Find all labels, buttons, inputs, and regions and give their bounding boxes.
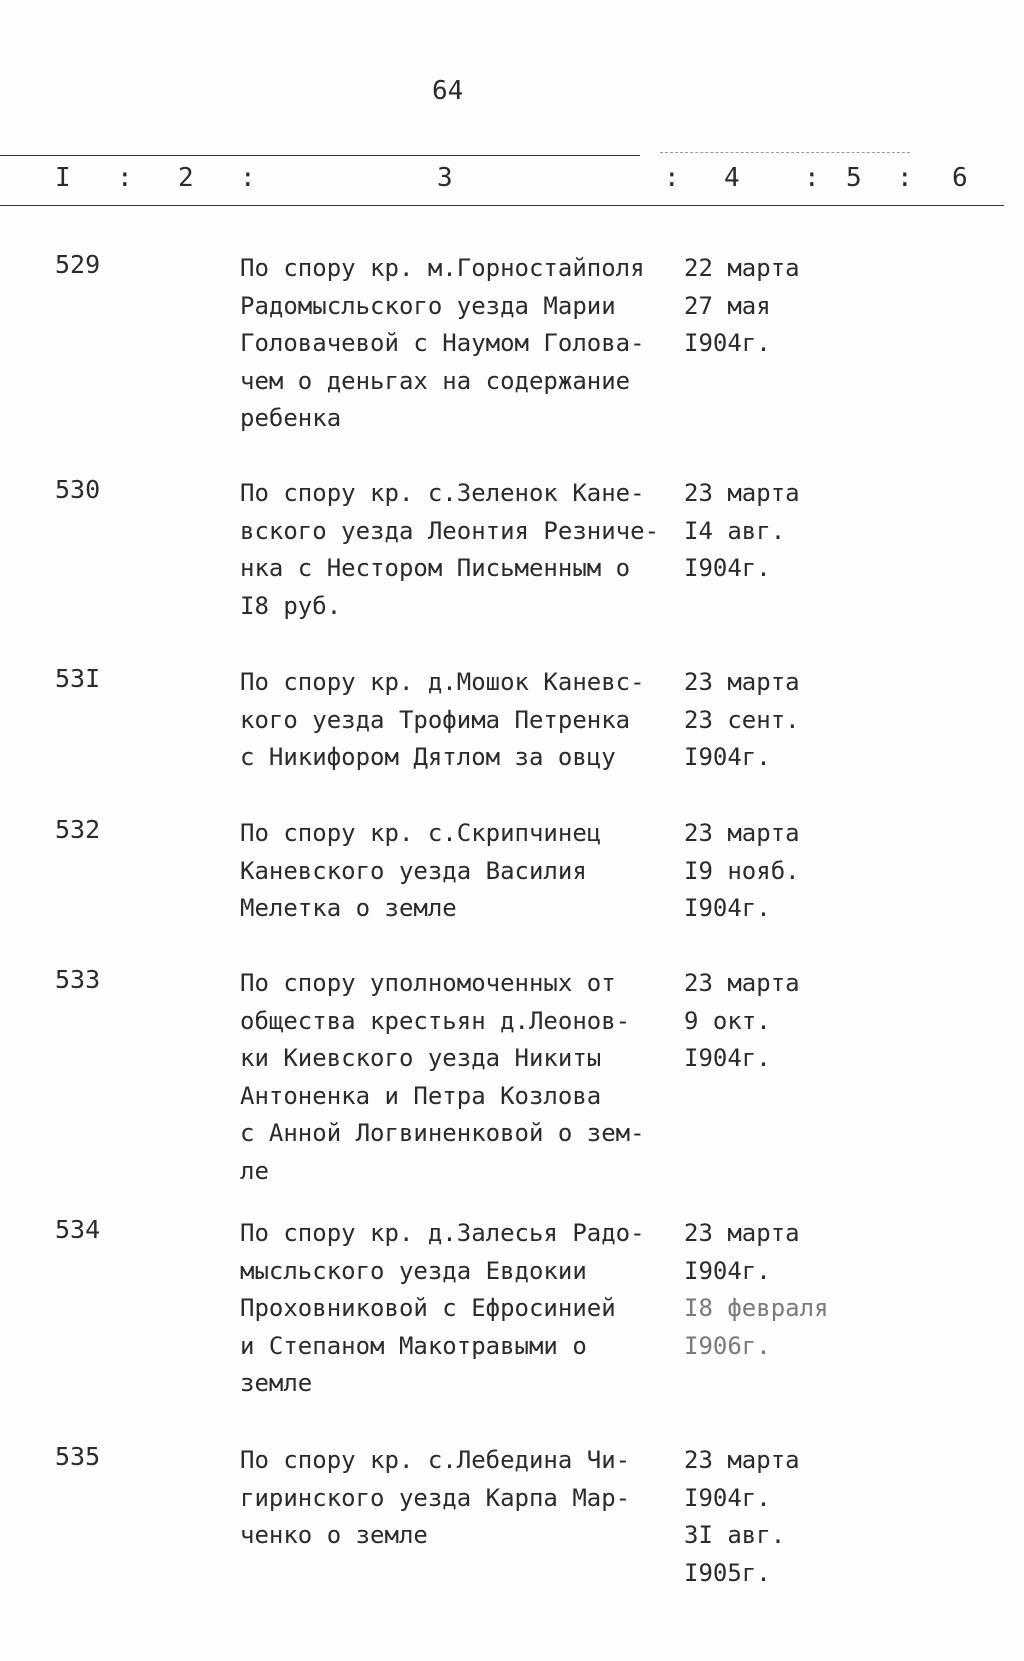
- entry-date-line: 23 марта: [684, 969, 800, 997]
- entry-text-line: гиринского уезда Карпа Мар-: [240, 1483, 631, 1512]
- page-number: 64: [432, 76, 464, 106]
- entry-dates: [684, 965, 854, 1078]
- column-header-3: 3: [437, 163, 453, 193]
- column-separator: :: [240, 163, 256, 193]
- column-header-6: 6: [952, 163, 968, 193]
- entry-date-line: 23 сент.: [684, 705, 800, 734]
- entry-text-line: мысльского уезда Евдокии: [240, 1256, 587, 1285]
- entry-text-line: По спору кр. д.Залесья Радо-: [240, 1219, 645, 1247]
- entry-text-line: По спору кр. с.Скрипчинец: [240, 819, 602, 847]
- column-separator: :: [804, 163, 820, 193]
- entry-number: 534: [55, 1215, 101, 1244]
- entry-description: [240, 250, 680, 438]
- entry-description: [240, 475, 680, 625]
- entry-text-line: ле: [240, 1156, 269, 1185]
- entry-text-line: Антоненка и Петра Козлова: [240, 1081, 602, 1110]
- entry-date-line: 22 марта: [684, 254, 800, 282]
- entry-description: [240, 664, 680, 777]
- entry-text-line: Каневского уезда Василия: [240, 856, 587, 885]
- entry-date-line: I904г.: [684, 329, 771, 358]
- entry-number: 533: [55, 965, 101, 994]
- column-header-row: [0, 163, 1024, 199]
- entry-date-line: I904г.: [684, 743, 771, 772]
- entry-text-line: с Никифором Дятлом за овцу: [240, 743, 616, 772]
- entry-dates: [684, 250, 854, 363]
- entry-text-line: с Анной Логвиненковой о зем-: [240, 1119, 645, 1148]
- entry-date-line: I904г.: [684, 894, 771, 923]
- entry-text-line: Проховниковой с Ефросинией: [240, 1294, 616, 1323]
- entry-date-line: I904г.: [684, 1044, 771, 1073]
- entry-number: 530: [55, 475, 101, 504]
- column-header-5: 5: [846, 163, 862, 193]
- entry-text-line: земле: [240, 1369, 313, 1398]
- column-header-4: 4: [724, 163, 740, 193]
- entry-date-line: I905г.: [684, 1558, 771, 1587]
- entry-description: [240, 1442, 680, 1555]
- entry-date-line: 23 марта: [684, 668, 800, 696]
- entry-date-line: 27 мая: [684, 291, 771, 320]
- header-top-rule: [0, 155, 640, 156]
- entry-date-line: 23 марта: [684, 479, 800, 507]
- entry-dates: [684, 1215, 854, 1365]
- entry-date-line: I9 нояб.: [684, 856, 800, 885]
- entry-text-line: По спору уполномоченных от: [240, 969, 616, 997]
- header-top-rule-dashed: [660, 152, 910, 153]
- entry-date-line: 23 марта: [684, 1446, 800, 1474]
- header-bottom-rule: [0, 205, 1004, 206]
- entry-number: 532: [55, 815, 101, 844]
- entry-number: 53I: [55, 664, 101, 693]
- entry-text-line: По спору кр. с.Зеленок Кане-: [240, 479, 645, 507]
- entry-number: 535: [55, 1442, 101, 1471]
- entry-text-line: I8 руб.: [240, 591, 342, 620]
- entry-date-line: I904г.: [684, 1256, 771, 1285]
- column-separator: :: [897, 163, 913, 193]
- entry-text-line: и Степаном Макотравыми о: [240, 1331, 587, 1360]
- entry-description: [240, 965, 680, 1191]
- entry-number: 529: [55, 250, 101, 279]
- column-separator: :: [117, 163, 133, 193]
- entry-description: [240, 815, 680, 928]
- entry-text-line: По спору кр. с.Лебедина Чи-: [240, 1446, 631, 1474]
- entry-date-line: I904г.: [684, 1483, 771, 1512]
- entry-text-line: Мелетка о земле: [240, 894, 457, 923]
- entry-date-line: I8 февраля: [684, 1294, 829, 1323]
- entry-date-line: I904г.: [684, 554, 771, 583]
- entry-text-line: чем о деньгах на содержание: [240, 366, 631, 395]
- entry-date-line: 9 окт.: [684, 1006, 771, 1035]
- entry-text-line: Головачевой с Наумом Голова-: [240, 329, 645, 358]
- entry-dates: [684, 1442, 854, 1592]
- entry-date-line: 23 марта: [684, 819, 800, 847]
- entry-text-line: вского уезда Леонтия Резниче-: [240, 516, 660, 545]
- entry-text-line: ки Киевского уезда Никиты: [240, 1044, 602, 1073]
- entry-date-line: 23 марта: [684, 1219, 800, 1247]
- entry-date-line: I4 авг.: [684, 516, 786, 545]
- entry-text-line: общества крестьян д.Леонов-: [240, 1006, 631, 1035]
- entry-dates: [684, 664, 854, 777]
- entry-text-line: Радомысльского уезда Марии: [240, 291, 616, 320]
- entry-text-line: кого уезда Трофима Петренка: [240, 705, 631, 734]
- column-header-1: I: [55, 163, 71, 193]
- entry-text-line: ребенка: [240, 404, 342, 433]
- entry-date-line: 3I авг.: [684, 1521, 786, 1550]
- entry-text-line: ченко о земле: [240, 1521, 428, 1550]
- column-separator: :: [664, 163, 680, 193]
- entry-text-line: По спору кр. м.Горностайполя: [240, 254, 645, 282]
- entry-text-line: нка с Нестором Письменным о: [240, 554, 631, 583]
- entry-dates: [684, 815, 854, 928]
- entry-description: [240, 1215, 680, 1403]
- entry-text-line: По спору кр. д.Мошок Каневс-: [240, 668, 645, 696]
- entry-date-line: I906г.: [684, 1331, 771, 1360]
- entry-dates: [684, 475, 854, 588]
- column-header-2: 2: [178, 163, 194, 193]
